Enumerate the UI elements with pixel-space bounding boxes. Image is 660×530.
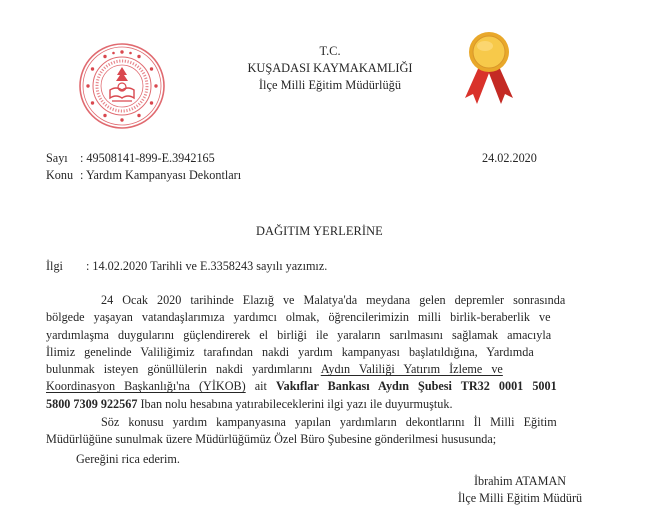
yikob-name-part2: Koordinasyon Başkanlığı'na (YİKOB) bbox=[46, 379, 246, 394]
meb-logo-seal-icon bbox=[78, 42, 166, 130]
ilgi-row bbox=[46, 259, 327, 274]
signatory-name: İbrahim ATAMAN bbox=[473, 474, 567, 488]
header-institution: KUŞADASI KAYMAKAMLIĞI bbox=[247, 61, 413, 75]
p1-line-5 bbox=[46, 361, 620, 378]
sayi-label: Sayı bbox=[46, 151, 68, 165]
p1-line-4: İlimiz genelinde Valiliğimiz tarafından nakdi yardım kampanyası başlatıldığına, Yardımda bbox=[46, 344, 534, 359]
document-date: 24.02.2020 bbox=[482, 151, 537, 165]
p1-line-7-text: Iban nolu hesabına yatırabileceklerini ilgi yazı ile duyurmuştuk. bbox=[140, 396, 453, 411]
body-paragraph-2 bbox=[46, 414, 620, 449]
bank-branch-iban-part1: Vakıflar Bankası Aydın Şubesi TR32 0001 5001 bbox=[275, 379, 557, 394]
konu-row bbox=[46, 168, 241, 183]
p1-line-5-text: bulunmak isteyen gönüllülerin nakdi yardımlarını bbox=[46, 362, 313, 377]
p1-line-7 bbox=[46, 396, 620, 413]
p2-line-1: Söz konusu yardım kampanyasına yapılan yardımların dekontlarını İl Milli Eğitim bbox=[101, 415, 557, 429]
sayi-value: : 49508141-899-E.3942165 bbox=[80, 151, 215, 165]
p1-line-3: yardımlaşma duygularını güçlendirerek el birliği ile yaraların sarılmasını sağlamak amacıyla bbox=[46, 327, 552, 342]
closing-line: Gereğini rica ederim. bbox=[76, 452, 180, 466]
bank-iban-part2: 5800 7309 922567 bbox=[46, 396, 138, 411]
konu-label: Konu bbox=[46, 168, 74, 182]
p1-line-6-ait: ait bbox=[254, 379, 267, 394]
p1-line-1: 24 Ocak 2020 tarihinde Elazığ ve Malatya'da meydana gelen depremler sonrasında bbox=[101, 293, 566, 307]
header-tc: T.C. bbox=[319, 44, 341, 58]
body-paragraph-1 bbox=[46, 292, 620, 413]
award-ribbon-icon bbox=[455, 28, 523, 110]
ilgi-label: İlgi bbox=[46, 259, 63, 273]
yikob-name-part1: Aydın Valiliği Yatırım İzleme ve bbox=[320, 362, 503, 377]
header-department: İlçe Milli Eğitim Müdürlüğü bbox=[258, 78, 402, 92]
body-paragraph-3 bbox=[46, 451, 620, 468]
signatory-title: İlçe Milli Eğitim Müdürü bbox=[457, 491, 583, 505]
recipient-heading: DAĞITIM YERLERİNE bbox=[256, 224, 383, 238]
p2-line-2: Müdürlüğüne sunulmak üzere Müdürlüğümüz Özel Büro Şubesine gönderilmesi hususunda; bbox=[46, 432, 497, 447]
p1-line-6 bbox=[46, 378, 620, 395]
konu-value: : Yardım Kampanyası Dekontları bbox=[80, 168, 242, 182]
sayi-row bbox=[46, 151, 215, 166]
ilgi-value: : 14.02.2020 Tarihli ve E.3358243 sayılı yazımız. bbox=[86, 259, 328, 273]
p1-line-2: bölgede yaşayan vatandaşlarımıza yardımcı olmak, öğrencilerimizin milli birlik-beraberlik ve bbox=[46, 310, 551, 325]
